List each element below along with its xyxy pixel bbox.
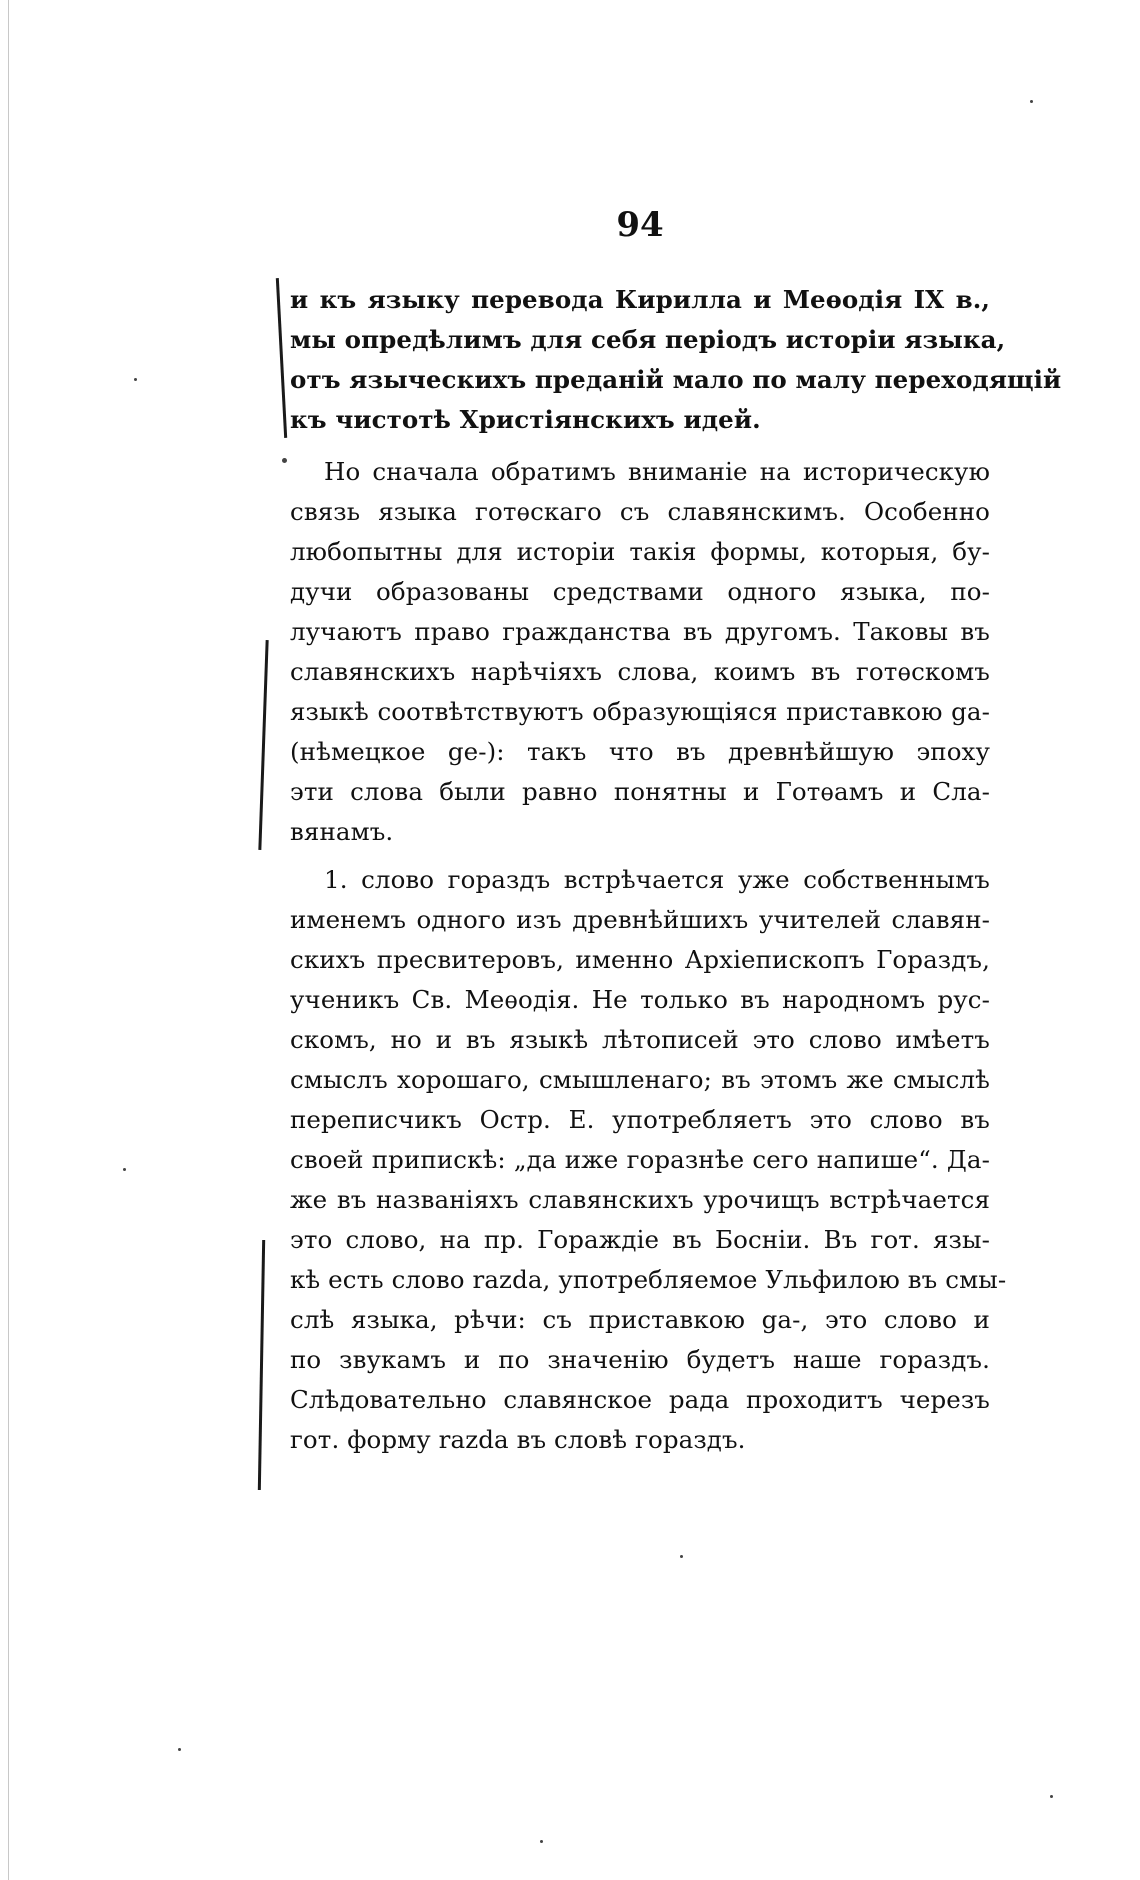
scan-speck xyxy=(178,1748,181,1751)
text-line: къ чистотѣ Христіянскихъ идей. xyxy=(290,405,761,434)
text-line: скомъ, но и въ языкѣ лѣтописей это слово имѣетъ xyxy=(290,1025,990,1054)
scan-speck xyxy=(1030,100,1033,103)
margin-bracket xyxy=(258,1240,265,1490)
text-line: скихъ пресвитеровъ, именно Архіепископъ Горaздъ, xyxy=(290,945,990,974)
text-line: смыслъ хорошаго, смышленаго; въ этомъ же смыслѣ xyxy=(290,1065,990,1094)
text-line: это слово, на пр. Горaждіе въ Босніи. Въ гот. язы- xyxy=(290,1225,990,1254)
text-line: Но сначала обратимъ вниманіе на историческую xyxy=(324,457,990,486)
margin-bracket xyxy=(276,278,287,438)
text-line: языкѣ соотвѣтствуютъ образующіяся приставкою ga- xyxy=(290,697,990,726)
text-line: именемъ одного изъ древнѣйшихъ учителей славян- xyxy=(290,905,990,934)
text-line: связь языка готѳскаго съ славянскимъ. Особенно xyxy=(290,497,990,526)
text-line: ученикъ Св. Меѳодія. Не только въ народномъ рус- xyxy=(290,985,990,1014)
text-line: мы опредѣлимъ для себя періодъ исторіи языка, xyxy=(290,325,1006,354)
text-line: слѣ языка, рѣчи: съ приставкою ga-, это слово и xyxy=(290,1305,990,1334)
paragraph-3 xyxy=(290,860,1007,1460)
text-line: дучи образованы средствами одного языка, по- xyxy=(290,577,990,606)
scan-speck xyxy=(282,458,287,463)
text-line: эти слова были равно понятны и Готѳамъ и Сла- xyxy=(290,777,990,806)
text-line: гот. форму razda въ словѣ горaздъ. xyxy=(290,1425,746,1454)
scan-speck xyxy=(134,378,137,381)
text-line: Слѣдовательно славянское рада проходитъ черезъ xyxy=(290,1385,990,1414)
text-line: кѣ есть слово razda, употребляемое Ульфилою въ смы- xyxy=(290,1265,1007,1294)
text-line: лучаютъ право гражданства въ другомъ. Таковы въ xyxy=(290,617,990,646)
text-line: же въ названіяхъ славянскихъ урочищъ встрѣчается xyxy=(290,1185,990,1214)
text-line: любопытны для исторіи такія формы, которыя, бу- xyxy=(290,537,990,566)
scan-edge-line xyxy=(8,0,9,1880)
text-line: своей припискѣ: „да иже горазнѣе сего напише“. Да- xyxy=(290,1145,990,1174)
text-line: и къ языку перевода Кирилла и Меѳодія IX в., xyxy=(290,285,990,314)
text-line: отъ языческихъ преданій мало по малу переходящій xyxy=(290,365,1062,394)
scan-speck xyxy=(680,1555,683,1558)
text-line: 1. слово горaздъ встрѣчается уже собственнымъ xyxy=(324,865,990,894)
margin-bracket xyxy=(258,640,268,850)
text-line: (нѣмецкое ge-): такъ что въ древнѣйшую эпоху xyxy=(290,737,990,766)
scan-speck xyxy=(123,1168,126,1171)
paragraph-2 xyxy=(290,452,990,852)
scan-speck xyxy=(540,1840,543,1843)
text-line: вянамъ. xyxy=(290,817,394,846)
text-line: переписчикъ Остр. Е. употребляетъ это слово въ xyxy=(290,1105,990,1134)
text-line: славянскихъ нарѣчіяхъ слова, коимъ въ готѳскомъ xyxy=(290,657,990,686)
scan-speck xyxy=(1050,1795,1053,1798)
paragraph-1 xyxy=(290,280,1062,440)
text-line: по звукамъ и по значенію будетъ наше горaздъ. xyxy=(290,1345,990,1374)
page-number: 94 xyxy=(616,205,664,245)
